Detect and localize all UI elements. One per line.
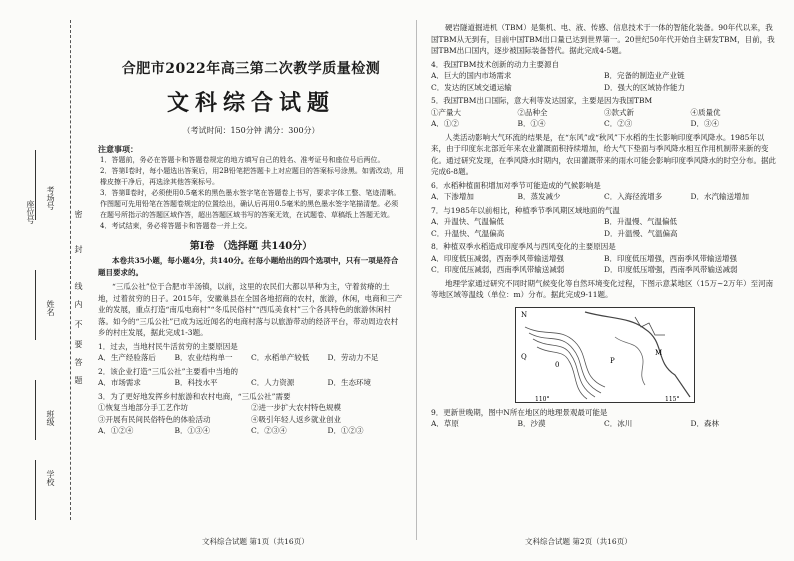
seal-char: 封 [74,245,83,253]
option[interactable]: B．完备的制造业产业链 [604,71,685,80]
passage: 硬岩隧道掘进机（TBM）是集机、电、液、传感、信息技术于一体的智能化装备。90年代以来，我国TBM从无到有，目前中国TBM出口量已达到世界第一。20世纪50年代开始自主研发TBM，目前，我国TBM出口国内，逐步被国际装备替代。据此完成4-5题。 [431,23,775,55]
option[interactable]: A．草原 [431,419,459,428]
question-3-statements [98,402,404,425]
page-footer: 文科综合试题 第1页（共16页） [202,537,309,546]
statement: ①产量大 [431,107,461,117]
option[interactable]: C．②③④ [251,426,287,435]
page-footer: 文科综合试题 第2页（共16页） [525,537,632,546]
notes-title: 注意事项： [98,144,138,154]
option[interactable]: C．发达的区域交通运输 [431,82,512,92]
page-two [425,0,785,561]
page-divider [416,20,417,540]
blank-line [35,380,37,440]
passage: 地理学家通过研究不同时期气候变化等自然环境变化过程，下图示意某地区（15万~2万年）至河南等地区域等温线（单位：m）分布。据此完成9-11题。 [431,278,774,299]
note-item: 2．答第Ⅰ卷时，每小题选出答案后，用2B铅笔把答题卡上对应题目的答案标号涂黑。如需改动，用橡皮擦干净后，再选涂其他答案标号。 [100,167,404,186]
binding-margin [0,0,92,561]
question-5: 5．我国TBM出口国际，意大利等发达国家，主要是因为我国TBM [431,96,653,105]
label-banji: 班级 [46,410,55,426]
question-4: 4．我国TBM技术创新的动力主要源自 [431,59,559,69]
question-4-options [431,70,777,93]
subject-title: 文科综合试题 [166,90,335,116]
note-item: 1．答题前，务必在答题卡和答题卷规定的地方填写自己的姓名、准考证号和座位号后两位。 [100,156,385,164]
exam-title: 合肥市2022年高三第二次教学质量检测 [121,61,381,77]
label-xingming: 姓名 [46,300,55,316]
map-label: P [610,356,615,365]
option[interactable]: A．①② [431,119,459,128]
statement: ①恢复当地部分手工艺作坊 [98,403,188,412]
label-zuowei: 座位号 [26,200,35,224]
label-kaochang: 考场号 [46,186,55,210]
seal-char: 题 [74,376,83,384]
map-label: 0 [555,360,560,369]
question-7: 7．与1985年以前相比，种植季节季风期区域地面的气温 [431,205,620,215]
option[interactable]: A．①②④ [98,426,134,435]
passage: 人类活动影响大气环流的结果是，在“东风”或“秋风”下水稻的生长影响印度季风降水。1985年以来，由于印度东北部近年来农业灌溉面积持续增加，给大气下垫面与季风降水相互作用机制带来新的变化。通过研究发现，在季风降水时期内，农田灌溉带来的雨水可能会影响印度季风降水的时空分布。据此完成6-8题。 [431,132,776,176]
option[interactable]: B．①③④ [174,426,211,435]
map-label: M [655,348,663,357]
option[interactable]: B．科技水平 [174,378,218,387]
option[interactable]: C．水稻单产较低 [251,353,310,362]
seal-char: 内 [74,300,83,308]
map-label: 110° [535,395,550,403]
option[interactable]: C．②③ [604,119,633,128]
map-label: N [521,310,528,319]
seal-char: 答 [74,358,83,366]
option[interactable]: C．入海径流增多 [604,192,663,201]
option[interactable]: B．印度低压增强，西南季风带输送增强 [604,253,738,263]
label-xuexiao: 学校 [46,470,55,486]
section-title: 第Ⅰ卷 （选择题 共140分） [189,241,313,252]
statement: ④吸引年轻人返乡就业创业 [251,414,341,424]
option[interactable]: A．下渗增加 [431,192,474,201]
question-9: 9．更新世晚期，图中N所在地区的地理景观最可能是 [431,407,608,417]
question-2-options [98,377,404,389]
option[interactable]: D．劳动力不足 [327,353,379,362]
option[interactable]: B．沙漠 [517,419,546,428]
option[interactable]: A．印度低压减弱，西南季风带输送增强 [431,253,564,263]
option[interactable]: D．③④ [690,119,720,128]
option[interactable]: C．冰川 [604,419,633,428]
question-5-statements [431,107,777,119]
note-item: 4．考试结束，务必将答题卡和答题卷一并上交。 [100,222,252,230]
contour-map-figure [515,307,695,403]
question-1: 1．过去，当地村民牛活贫穷的主要原因是 [98,341,238,351]
option[interactable]: D．水汽输送增加 [690,192,750,201]
question-3-options [98,425,404,437]
option[interactable]: D．印度低压增强，西南季风带输送减弱 [604,265,738,274]
seal-char: 不 [74,320,83,328]
option[interactable]: A．生产经验落后 [98,353,156,362]
statement: ③开展有民间民俗特色的体验活动 [98,414,211,424]
seal-char: 线 [74,282,83,290]
contour-map [515,307,695,403]
map-label: Q [521,352,527,361]
note-item: 3．答第Ⅱ卷时，必须使用0.5毫米的黑色墨水签字笔在答题卷上书写，要求字体工整、笔迹清晰。作图题可先用铅笔在答题卷规定的位置绘出，确认后再用0.5毫米的黑色墨水签字笔描清楚。必须在题号所指示的答题区域作答，超出答题区域书写的答案无效，在试题卷、草稿纸上答题无效。 [100,189,401,219]
option[interactable]: A．市场需求 [98,378,141,387]
seal-char: 要 [74,340,83,348]
option[interactable]: B．农业结构单一 [174,353,233,362]
option[interactable]: A．巨大的国内市场需求 [431,71,512,80]
option[interactable]: D．生态环境 [327,378,372,387]
question-5-options [431,118,777,130]
option[interactable]: A．升温快、气温偏低 [431,217,504,226]
option[interactable]: D．强大的区域协作能力 [604,82,686,92]
question-9-options [431,418,777,430]
page-one [92,0,412,561]
option[interactable]: C．印度低压减弱，西南季风带输送减弱 [431,265,565,274]
question-1-options [98,352,404,364]
blank-line [35,150,37,220]
option[interactable]: B．①④ [517,119,546,128]
option[interactable]: B．升温慢、气温偏低 [604,217,678,226]
option[interactable]: C．人力资源 [251,378,295,387]
exam-meta: （考试时间：150分钟 满分：300分） [182,126,320,135]
option[interactable]: D．升温慢、气温偏高 [604,228,678,238]
map-label: 115° [665,395,680,403]
question-8-options [431,253,777,276]
option[interactable]: D．①②③ [327,426,364,435]
section-instruction: 本卷共35小题，每小题4分，共140分。在每小题给出的四个选项中，只有一项是符合题目要求的。 [98,256,399,277]
blank-line [35,460,37,520]
question-2: 2．该企业打造“三瓜公社”主要看中当地的 [98,366,238,376]
seal-char: 密 [74,210,83,218]
passage: “三瓜公社”位于合肥市半汤镇，以前，这里的农民们大都以旱种为主，守着贫瘠的土地，过着贫穷的日子。2015年，安徽巢县在全国各地招商的农村，旅游，休闲，电商和三产业的发展，重点打造“南瓜电商村”“冬瓜民俗村”“西瓜美食村”三个各具特色的旅游休闲村落。如今的“三瓜公社”已成为远近闻名的电商村落与以旅游带动的经济平台，带动周边农村乡的村庄发展，据此完成1-3题。 [98,282,403,337]
option[interactable]: B．蒸发减少 [517,192,561,201]
statement: ④质量优 [690,107,721,117]
blank-line [35,270,37,340]
question-3: 3．为了更好地发挥乡村旅游和农村电商，“三瓜公社”需要 [98,391,291,401]
question-6: 6．水稻种植面积增加对季节可能造成的气候影响是 [431,180,601,190]
question-6-options [431,191,777,203]
option[interactable]: C．升温快、气温偏高 [431,228,505,238]
option[interactable]: D．森林 [690,419,720,428]
statement: ②品种全 [517,107,548,117]
question-7-options [431,216,777,239]
statement: ②进一步扩大农村特色规模 [251,403,341,412]
statement: ③款式新 [604,107,634,117]
seal-line [70,20,72,520]
question-8: 8．种植双季水稻造成印度季风与西风变化的主要原因是 [431,242,616,251]
